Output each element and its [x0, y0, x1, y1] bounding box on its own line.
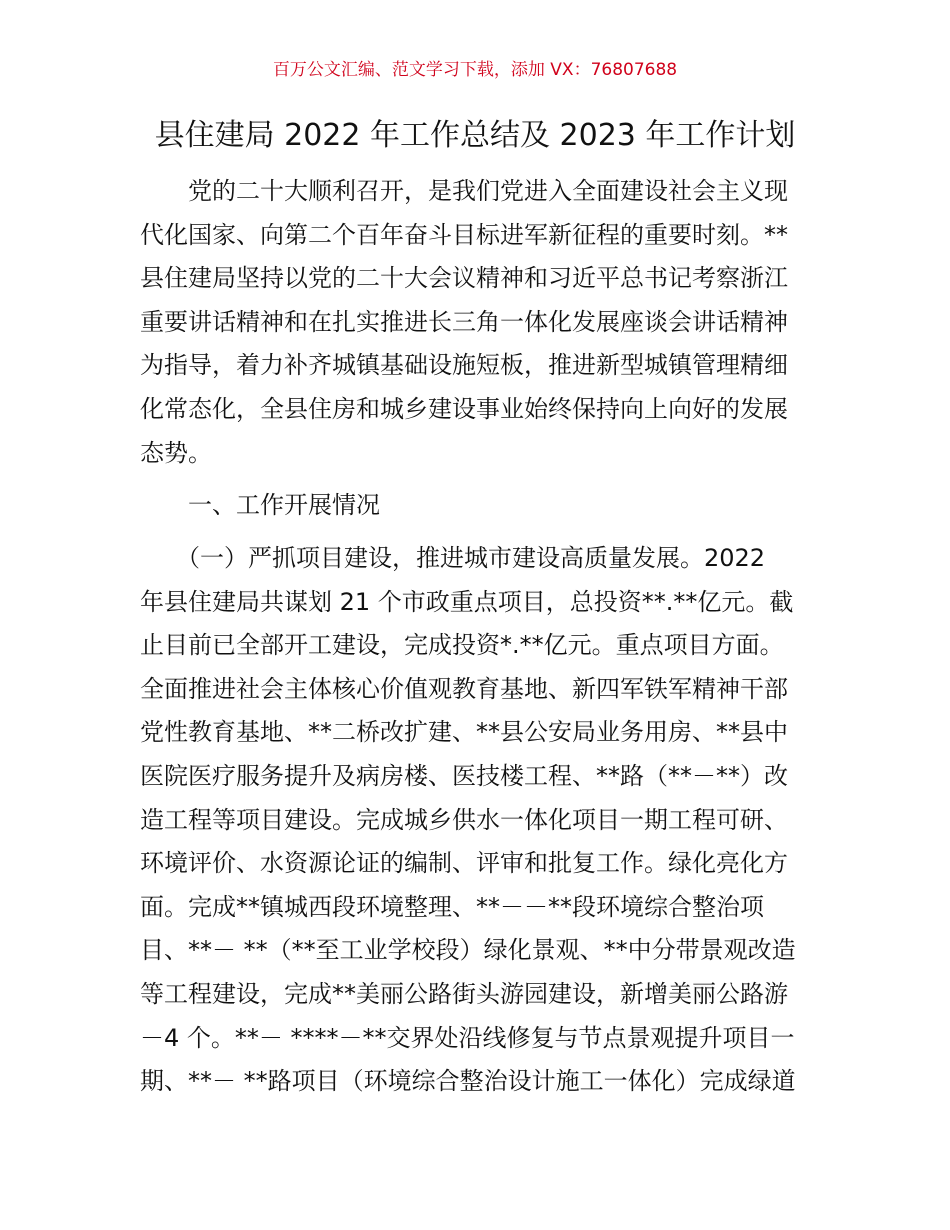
paragraph-line: 面。完成**镇城西段环境整理、**－－**段环境综合整治项 [140, 892, 764, 921]
paragraph-line: 造工程等项目建设。完成城乡供水一体化项目一期工程可研、 [140, 805, 788, 834]
paragraph-line: 目、**－ **（**至工业学校段）绿化景观、**中分带景观改造 [140, 936, 796, 965]
section-heading [140, 484, 815, 528]
paragraph-line: 县住建局坚持以党的二十大会议精神和习近平总书记考察浙江 [140, 264, 788, 293]
intro-paragraph [140, 170, 815, 475]
paragraph-line: 等工程建设，完成**美丽公路街头游园建设，新增美丽公路游 [140, 979, 788, 1008]
section-paragraph [140, 537, 815, 1104]
paragraph-line: （一）严抓项目建设，推进城市建设高质量发展。2022 [140, 544, 766, 572]
paragraph-line: 党性教育基地、**二桥改扩建、**县公安局业务用房、**县中 [140, 718, 788, 747]
paragraph-line: 医院医疗服务提升及病房楼、医技楼工程、**路（**－**）改 [140, 761, 788, 790]
paragraph-line: 党的二十大顺利召开，是我们党进入全面建设社会主义现 [140, 177, 788, 205]
section-heading-text: 一、工作开展情况 [140, 491, 380, 519]
paragraph-line: 全面推进社会主体核心价值观教育基地、新四军铁军精神干部 [140, 674, 788, 703]
paragraph-line: 重要讲话精神和在扎实推进长三角一体化发展座谈会讲话精神 [140, 307, 788, 336]
paragraph-line: 态势。 [140, 438, 212, 467]
paragraph-line: 年县住建局共谋划 21 个市政重点项目，总投资**.**亿元。截 [140, 587, 794, 616]
document-title: 县住建局 2022 年工作总结及 2023 年工作计划 [154, 118, 796, 153]
paragraph-line: 期、**－ **路项目（环境综合整治设计施工一体化）完成绿道 [140, 1067, 796, 1096]
watermark-header: 百万公文汇编、范文学习下载，添加 VX：76807688 [272, 60, 678, 80]
paragraph-line: 代化国家、向第二个百年奋斗目标进军新征程的重要时刻。** [140, 220, 788, 249]
paragraph-line: 止目前已全部开工建设，完成投资*.**亿元。重点项目方面。 [140, 631, 784, 660]
paragraph-line: －4 个。**－ ****－**交界处沿线修复与节点景观提升项目一 [140, 1023, 795, 1052]
paragraph-line: 化常态化，全县住房和城乡建设事业始终保持向上向好的发展 [140, 394, 788, 423]
paragraph-line: 为指导，着力补齐城镇基础设施短板，推进新型城镇管理精细 [140, 351, 788, 380]
paragraph-line: 环境评价、水资源论证的编制、评审和批复工作。绿化亮化方 [140, 849, 788, 878]
